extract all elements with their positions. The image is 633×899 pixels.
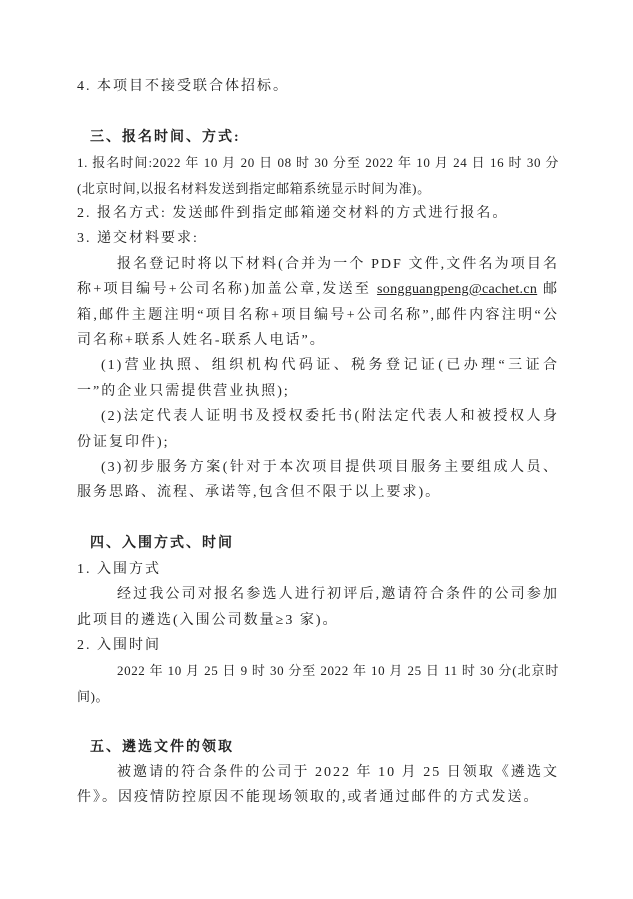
- submission-text-after: 邮箱,邮件主题注明“项目名称+项目编号+公司名称”,邮件内容注明“公司名称+联系人姓名-联系人电话”。: [77, 282, 560, 349]
- clause-registration-method: 2. 报名方式: 发送邮件到指定邮箱递交材料的方式进行报名。: [77, 206, 509, 222]
- section-heading-document-collection: 五、遴选文件的领取: [90, 739, 234, 755]
- section-heading-shortlist: 四、入围方式、时间: [90, 536, 234, 552]
- clause-shortlist-time-label: 2. 入围时间: [77, 637, 161, 653]
- section-heading-registration: 三、报名时间、方式:: [90, 129, 241, 145]
- clause-shortlist-method-label: 1. 入围方式: [77, 561, 161, 577]
- email-link[interactable]: songguangpeng@cachet.cn: [377, 282, 538, 298]
- paragraph-shortlist-method: 经过我公司对报名参选人进行初评后,邀请符合条件的公司参加此项目的遴选(入围公司数量≥3 家)。: [77, 587, 559, 628]
- paragraph-shortlist-time: 2022 年 10 月 25 日 9 时 30 分至 2022 年 10 月 25 日 11 时 30 分(北京时间)。: [77, 663, 559, 704]
- paragraph-document-collection: 被邀请的符合条件的公司于 2022 年 10 月 25 日领取《遴选文件》。因疫情防控原因不能现场领取的,或者通过邮件的方式发送。: [77, 764, 559, 806]
- material-item-3: (3)初步服务方案(针对于本次项目提供项目服务主要组成人员、服务思路、流程、承诺等,包含但不限于以上要求)。: [77, 460, 559, 501]
- material-item-2: (2)法定代表人证明书及授权委托书(附法定代表人和被授权人身份证复印件);: [77, 409, 559, 450]
- clause-no-consortium: 4. 本项目不接受联合体招标。: [77, 79, 289, 94]
- submission-text-before: 报名登记时将以下材料(合并为一个 PDF 文件,文件名为项目名称+项目编号+公司名称)加盖公章,发送至: [77, 256, 559, 298]
- material-item-1: (1)营业执照、组织机构代码证、税务登记证(已办理“三证合一”的企业只需提供营业执照);: [77, 358, 559, 399]
- clause-registration-time: 1. 报名时间:2022 年 10 月 20 日 08 时 30 分至 2022 年 10 月 24 日 16 时 30 分(北京时间,以报名材料发送到指定邮箱系统显示时间为准)。: [77, 155, 559, 196]
- paragraph-submission-instructions: [77, 252, 559, 354]
- clause-material-requirements: 3. 递交材料要求:: [77, 231, 199, 247]
